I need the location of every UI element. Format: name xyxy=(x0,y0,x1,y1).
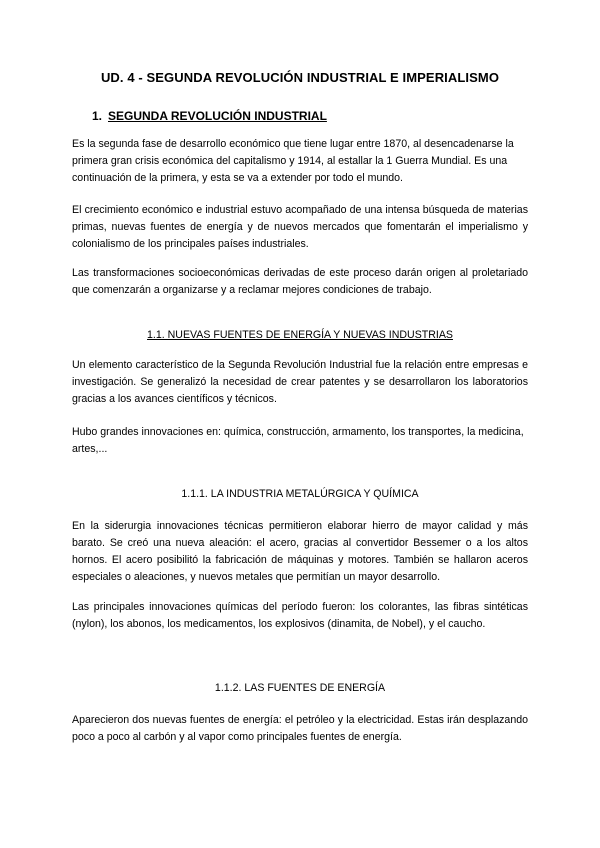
paragraph: Hubo grandes innovaciones en: química, construcción, armamento, los transportes, la medicina, artes,... xyxy=(72,426,524,455)
subsection-heading-1-1-1: 1.1.1. LA INDUSTRIA METALÚRGICA Y QUÍMICA xyxy=(181,488,419,500)
paragraph: En la siderurgia innovaciones técnicas permitieron elaborar hierro de mayor calidad y más barato. Se creó una nueva aleación: el acero, gracias al convertidor Bessemer o a los altos hornos. El acero posibilitó la fabricación de máquinas y motores. También se hallaron aceros especiales o aleaciones, y nuevos metales que permitían un mayor desarrollo. xyxy=(72,520,528,583)
subsection-heading-label: 1.1. NUEVAS FUENTES DE ENERGÍA Y NUEVAS INDUSTRIAS xyxy=(147,329,453,341)
paragraph: El crecimiento económico e industrial estuvo acompañado de una intensa búsqueda de materias primas, nuevas fuentes de energía y de nuevos mercados que fomentarán el imperialismo y colonialismo de los principales países industriales. xyxy=(72,204,528,250)
paragraph: Las principales innovaciones químicas del período fueron: los colorantes, las fibras sintéticas (nylon), los abonos, los medicamentos, los explosivos (dinamita, de Nobel), y el caucho. xyxy=(72,601,528,630)
section-heading-label: SEGUNDA REVOLUCIÓN INDUSTRIAL xyxy=(108,109,327,123)
section-number: 1. xyxy=(92,109,103,123)
document-title: UD. 4 - SEGUNDA REVOLUCIÓN INDUSTRIAL E IMPERIALISMO xyxy=(100,70,500,85)
paragraph: Aparecieron dos nuevas fuentes de energía: el petróleo y la electricidad. Estas irán desplazando poco a poco al carbón y al vapor como principales fuentes de energía. xyxy=(72,714,528,743)
paragraph: Un elemento característico de la Segunda Revolución Industrial fue la relación entre empresas e investigación. Se generalizó la necesidad de crear patentes y se desarrollaron los laboratorios gracias a los avances científicos y técnicos. xyxy=(72,359,528,405)
paragraph: Las transformaciones socioeconómicas derivadas de este proceso darán origen al proletariado que comenzarán a organizarse y a reclamar mejores condiciones de trabajo. xyxy=(72,267,528,296)
subsection-heading-1-1 xyxy=(0,329,600,341)
paragraph: Es la segunda fase de desarrollo económico que tiene lugar entre 1870, al desencadenarse la primera gran crisis económica del capitalismo y 1914, al estallar la 1 Guerra Mundial. Es una continuación de la primera, y esta se va a extender por todo el mundo. xyxy=(72,138,514,184)
section-heading-1 xyxy=(92,109,327,123)
subsection-heading-1-1-2: 1.1.2. LAS FUENTES DE ENERGÍA xyxy=(214,682,386,694)
